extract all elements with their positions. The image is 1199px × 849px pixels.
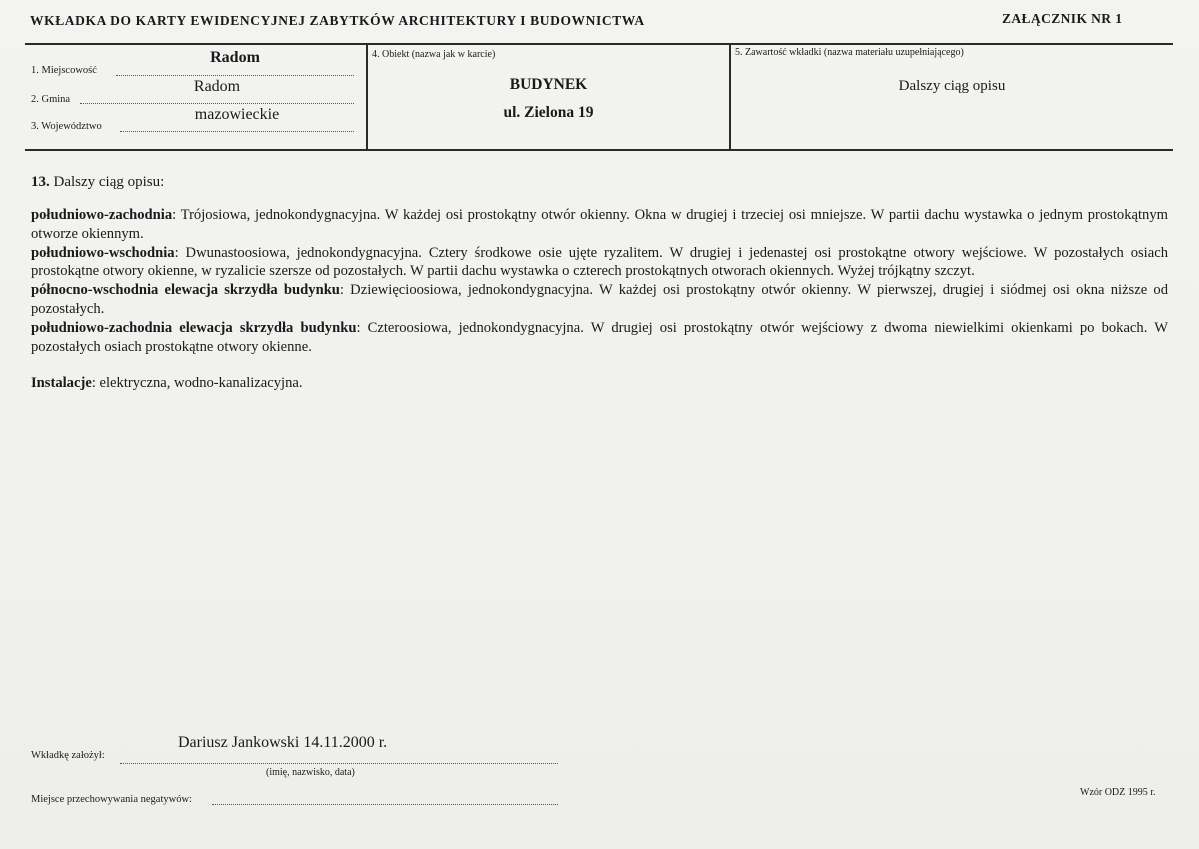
commune-dotted-line (80, 103, 354, 104)
description-body (31, 206, 1168, 393)
paragraph-heading: północno-wschodnia elewacja skrzydła budynku (31, 282, 340, 299)
negatives-dotted-line (212, 804, 558, 805)
object-label: 4. Obiekt (nazwa jak w karcie) (372, 49, 496, 60)
header-bottom-rule (25, 149, 1173, 151)
voivodeship-label: 3. Województwo (31, 121, 102, 132)
object-address: ul. Zielona 19 (503, 104, 594, 121)
installations-text: : elektryczna, wodno-kanalizacyjna. (91, 375, 303, 392)
section-heading (31, 174, 164, 191)
paragraph-installations (31, 374, 1168, 393)
commune-value: Radom (193, 78, 241, 95)
form-version: Wzór ODZ 1995 r. (1080, 787, 1156, 798)
created-by-caption: (imię, nazwisko, data) (266, 767, 355, 778)
place-label: 1. Miejscowość (31, 65, 97, 76)
form-title: WKŁADKA DO KARTY EWIDENCYJNEJ ZABYTKÓW ARCHITEKTURY I BUDOWNICTWA (30, 13, 645, 28)
negatives-label: Miejsce przechowywania negatywów: (31, 794, 192, 805)
annex-number: ZAŁĄCZNIK NR 1 (1002, 11, 1123, 26)
contents-value: Dalszy ciąg opisu (898, 78, 1006, 94)
voivodeship-value: mazowieckie (194, 106, 280, 123)
paragraph-text: : Trójosiowa, jednokondygnacyjna. W każdej osi prostokątny otwór okienny. Okna w drugiej i trzeciej osi mniejsze. W partii dachu wystawka o jednym prostokątnym otworze okiennym. (31, 207, 1168, 242)
paragraph-text: : Dwunastoosiowa, jednokondygnacyjna. Cztery środkowe osie ujęte ryzalitem. W drugiej i jedenastej osi prostokątne otwory wejściowe. W pozostałych osiach prostokątne otwory okienne, w ryzalicie szersze od pozostałych. W partii dachu wystawka o czterech prostokątnych otworach okiennych. Wyżej trójkątny szczyt. (31, 244, 1168, 280)
contents-label: 5. Zawartość wkładki (nazwa materiału uzupełniającego) (735, 47, 964, 58)
paragraph-se (31, 244, 1168, 282)
section-number: 13. (31, 174, 50, 190)
place-dotted-line (116, 75, 354, 76)
header-top-rule (25, 43, 1173, 45)
section-title: Dalszy ciąg opisu: (53, 174, 165, 190)
column-divider-1 (366, 43, 368, 151)
paragraph-text: : Dziewięcioosiowa, jednokondygnacyjna. W każdej osi prostokątny otwór okienny. W pierwszej, drugiej i siódmej osi okna niższe od pozostałych. (31, 282, 1168, 317)
voivodeship-dotted-line (120, 131, 354, 132)
created-by-label: Wkładkę założył: (31, 750, 105, 761)
object-name: BUDYNEK (509, 76, 588, 93)
place-value: Radom (210, 49, 260, 66)
column-divider-2 (729, 43, 731, 151)
created-by-dotted-line (120, 763, 558, 764)
paragraph-ne-wing (31, 281, 1168, 319)
paragraph-gap (31, 356, 1168, 374)
paragraph-heading: południowo-zachodnia elewacja skrzydła budynku (31, 319, 357, 336)
paragraph-sw (31, 206, 1168, 244)
paragraph-heading: południowo-wschodnia (31, 244, 175, 261)
paragraph-text: : Czteroosiowa, jednokondygnacyjna. W drugiej osi prostokątny otwór wejściowy z dwoma niewielkimi okienkami po bokach. W pozostałych osiach prostokątne otwory okienne. (31, 319, 1168, 355)
created-by-value: Dariusz Jankowski 14.11.2000 r. (178, 734, 388, 751)
commune-label: 2. Gmina (31, 94, 71, 105)
paragraph-heading: południowo-zachodnia (31, 207, 173, 223)
installations-heading: Instalacje (31, 375, 92, 392)
paragraph-sw-wing (31, 319, 1168, 357)
